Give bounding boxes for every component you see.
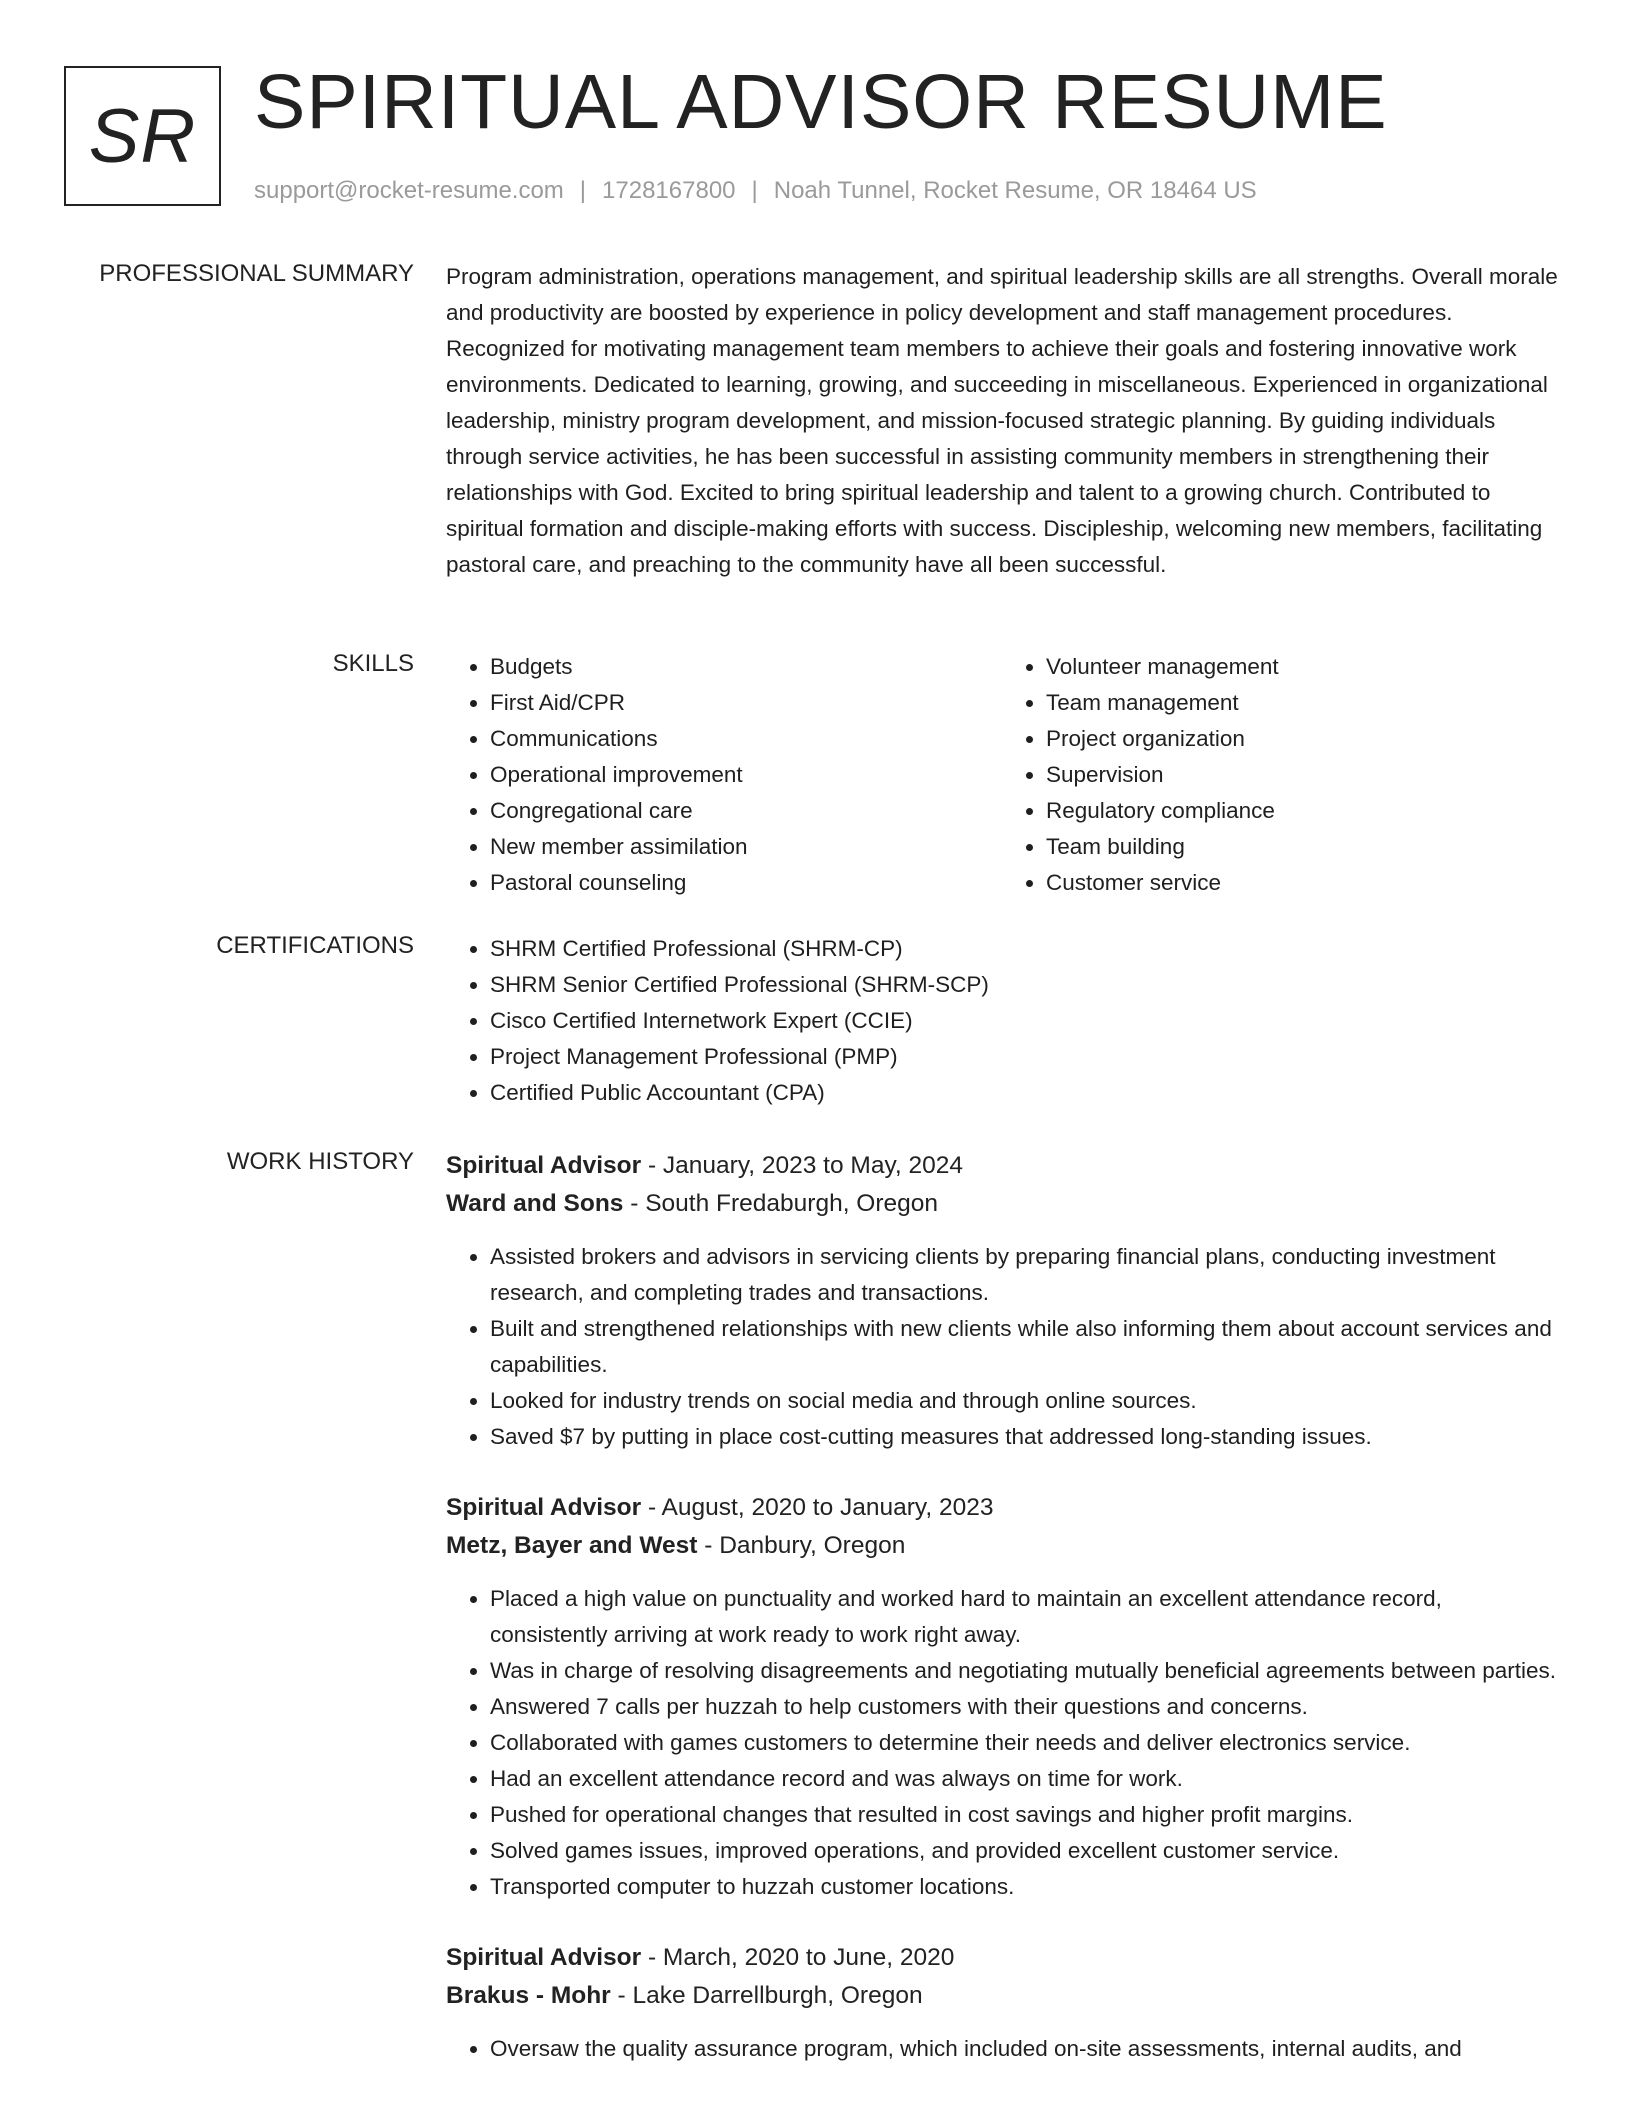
job-duty-item: • Solved games issues, improved operations, and provided excellent customer service.	[490, 1833, 1558, 1869]
job-title: Spiritual Advisor	[446, 1944, 642, 1971]
certification-item: • SHRM Certified Professional (SHRM-CP)	[490, 931, 1558, 967]
job-duty-item: • Saved $7 by putting in place cost-cutting measures that addressed long-standing issues.	[490, 1419, 1558, 1455]
job-duty-item: • Built and strengthened relationships with new clients while also informing them about account services and capabilities.	[490, 1311, 1558, 1383]
skill-item: • Operational improvement	[490, 757, 1002, 793]
job-dates: - January, 2023 to May, 2024	[641, 1152, 964, 1179]
job-title-line	[446, 1489, 1558, 1527]
job-duty-item: • Was in charge of resolving disagreements and negotiating mutually beneficial agreements between parties.	[490, 1653, 1558, 1689]
job-duty-item: • Answered 7 calls per huzzah to help customers with their questions and concerns.	[490, 1689, 1558, 1725]
contact-separator: |	[751, 177, 758, 204]
job-title-line	[446, 1939, 1558, 1977]
job-title: Spiritual Advisor	[446, 1494, 642, 1521]
job-dates: - August, 2020 to January, 2023	[641, 1494, 994, 1521]
certifications-heading: CERTIFICATIONS	[216, 932, 414, 959]
skill-item: • Team building	[1046, 829, 1558, 865]
certification-item: • Certified Public Accountant (CPA)	[490, 1075, 1558, 1111]
resume-title: SPIRITUAL ADVISOR RESUME	[254, 59, 1388, 145]
contact-line	[254, 176, 1257, 206]
certification-item: • Project Management Professional (PMP)	[490, 1039, 1558, 1075]
job-location: - Lake Darrellburgh, Oregon	[610, 1982, 923, 2009]
skill-item: • First Aid/CPR	[490, 685, 1002, 721]
job-company-line	[446, 1527, 1558, 1565]
certifications-body	[446, 931, 1558, 1111]
contact-phone: 1728167800	[602, 177, 736, 204]
skill-item: • Budgets	[490, 649, 1002, 685]
monogram-logo: SR	[64, 66, 221, 206]
job-company: Metz, Bayer and West	[446, 1532, 698, 1559]
job-company: Brakus - Mohr	[446, 1982, 611, 2009]
job-duty-item: • Looked for industry trends on social media and through online sources.	[490, 1383, 1558, 1419]
contact-separator: |	[579, 177, 587, 204]
job-duty-item: • Oversaw the quality assurance program, which included on-site assessments, internal audits, and	[490, 2031, 1558, 2067]
job-company: Ward and Sons	[446, 1190, 624, 1217]
job-duty-item: • Collaborated with games customers to determine their needs and deliver electronics service.	[490, 1725, 1558, 1761]
skill-item: • Communications	[490, 721, 1002, 757]
job-location: - South Fredaburgh, Oregon	[623, 1190, 939, 1217]
work-history-body	[446, 1147, 1558, 2101]
skill-item: • New member assimilation	[490, 829, 1002, 865]
skill-item: • Customer service	[1046, 865, 1558, 901]
job-duty-item: • Assisted brokers and advisors in servicing clients by preparing financial plans, conducting investment research, and completing trades and transactions.	[490, 1239, 1558, 1311]
contact-address: Noah Tunnel, Rocket Resume, OR 18464 US	[773, 177, 1257, 204]
job-duties-list	[446, 1239, 1558, 1455]
job-duty-item: • Transported computer to huzzah customer locations.	[490, 1869, 1558, 1905]
certifications-list	[446, 931, 1558, 1111]
skill-item: • Team management	[1046, 685, 1558, 721]
skill-item: • Pastoral counseling	[490, 865, 1002, 901]
certification-item: • Cisco Certified Internetwork Expert (CCIE)	[490, 1003, 1558, 1039]
job-location: - Danbury, Oregon	[697, 1532, 906, 1559]
skills-list-right	[1002, 649, 1558, 901]
job-entry	[446, 1939, 1558, 2067]
job-duties-list	[446, 1581, 1558, 1905]
certification-item: • SHRM Senior Certified Professional (SHRM-SCP)	[490, 967, 1558, 1003]
skill-item: • Project organization	[1046, 721, 1558, 757]
contact-email: support@rocket-resume.com	[254, 177, 564, 204]
job-duty-item: • Placed a high value on punctuality and worked hard to maintain an excellent attendance record, consistently arriving at work ready to work right away.	[490, 1581, 1558, 1653]
summary-body	[446, 259, 1558, 583]
skill-item: • Supervision	[1046, 757, 1558, 793]
job-company-line	[446, 1185, 1558, 1223]
skill-item: • Congregational care	[490, 793, 1002, 829]
job-duty-item: • Had an excellent attendance record and was always on time for work.	[490, 1761, 1558, 1797]
job-duties-list	[446, 2031, 1558, 2067]
skills-heading: SKILLS	[332, 650, 414, 677]
job-dates: - March, 2020 to June, 2020	[641, 1944, 955, 1971]
summary-heading: PROFESSIONAL SUMMARY	[99, 260, 414, 287]
summary-text: Program administration, operations management, and spiritual leadership skills are all strengths. Overall morale and productivity are boosted by experience in policy development and staff management procedures. Recognized for motivating management team members to achieve their goals and fostering innovative work environments. Dedicated to learning, growing, and succeeding in miscellaneous. Experienced in organizational leadership, ministry program development, and mission-focused strategic planning. By guiding individuals through service activities, he has been successful in assisting community members in strengthening their relationships with God. Excited to bring spiritual leadership and talent to a growing church. Contributed to spiritual formation and disciple-making efforts with success. Discipleship, welcoming new members, facilitating pastoral care, and preaching to the community have all been successful.	[446, 264, 1558, 577]
skill-item: • Volunteer management	[1046, 649, 1558, 685]
job-title-line	[446, 1147, 1558, 1185]
job-company-line	[446, 1977, 1558, 2015]
job-entry	[446, 1489, 1558, 1905]
skills-body	[446, 649, 1558, 901]
work-history-heading: WORK HISTORY	[226, 1148, 414, 1175]
skills-list-left	[446, 649, 1002, 901]
job-entry	[446, 1147, 1558, 1455]
job-title: Spiritual Advisor	[446, 1152, 642, 1179]
job-duty-item: • Pushed for operational changes that resulted in cost savings and higher profit margins.	[490, 1797, 1558, 1833]
skill-item: • Regulatory compliance	[1046, 793, 1558, 829]
